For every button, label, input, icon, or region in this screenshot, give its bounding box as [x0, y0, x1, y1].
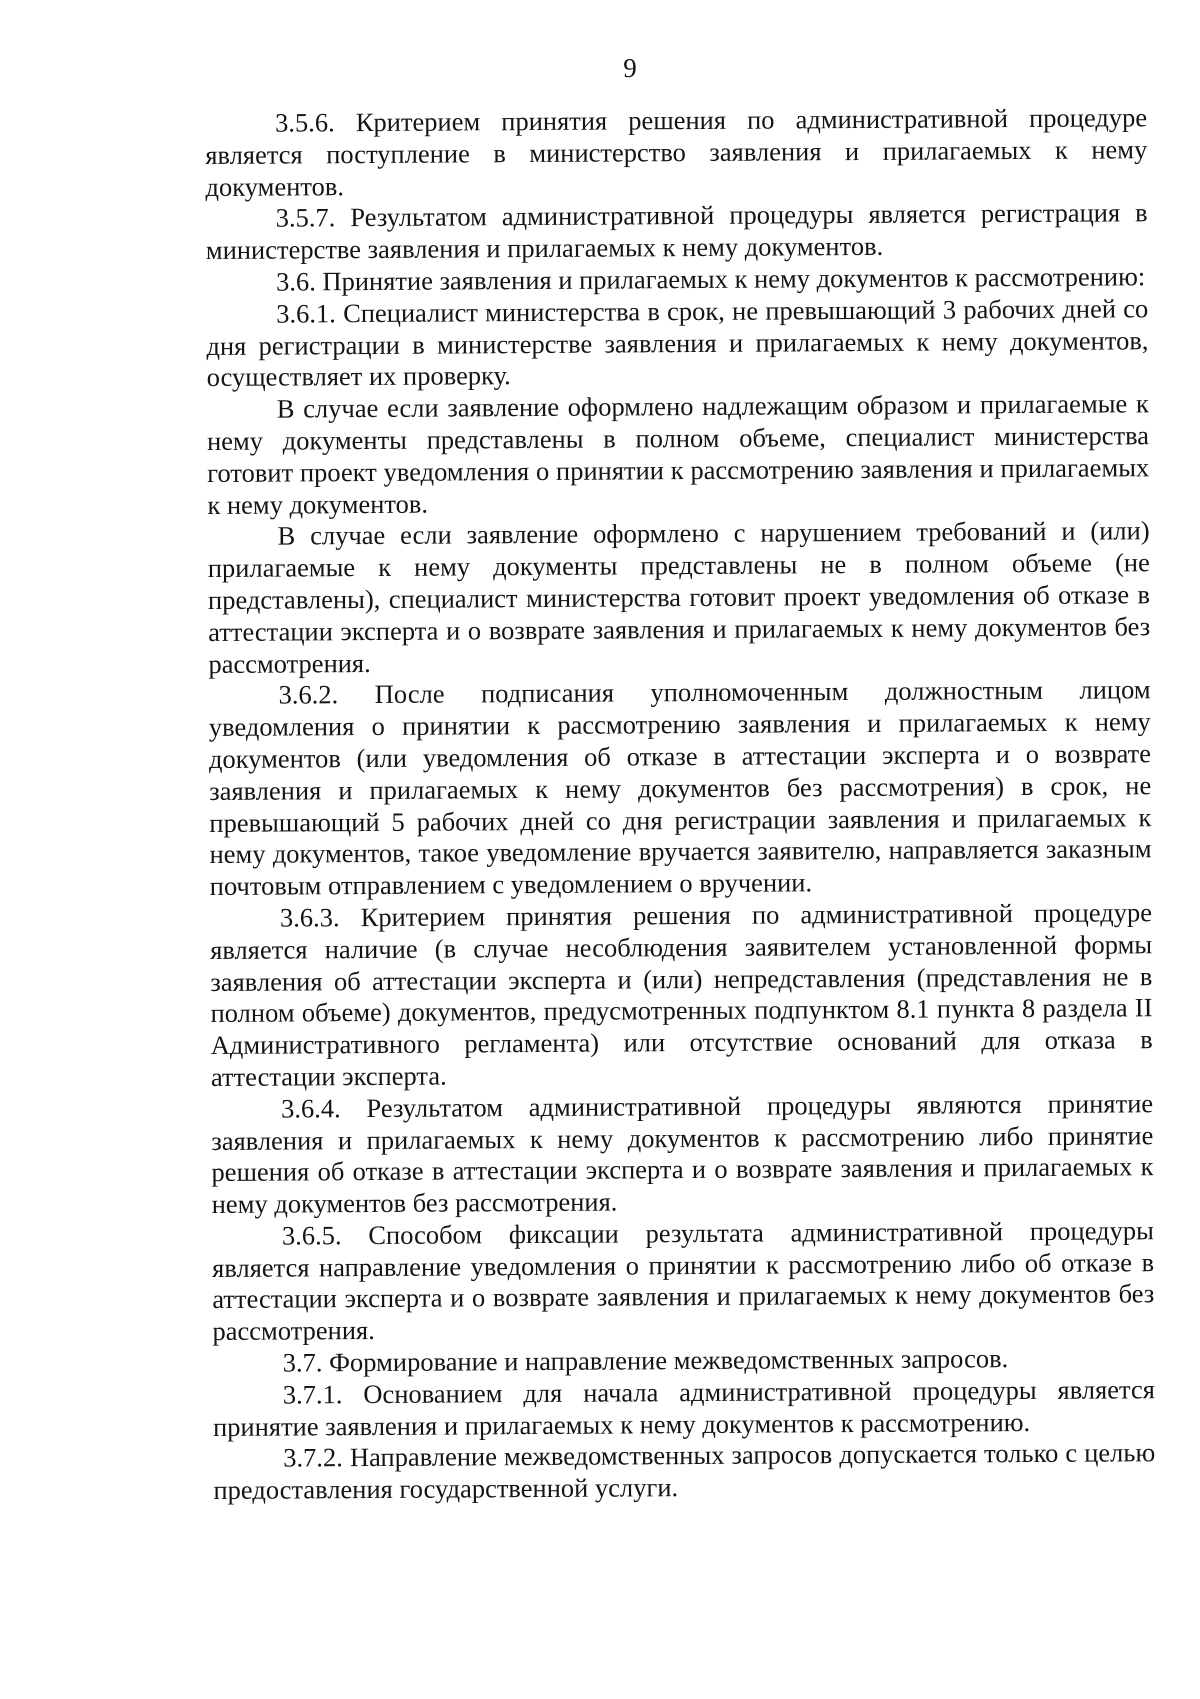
- paragraph-3-7-1: 3.7.1. Основанием для начала административной процедуры является принятие заявления и прилагаемых к нему документов к рассмотрению.: [212, 1374, 1155, 1442]
- paragraph-3-6-4: 3.6.4. Результатом административной процедуры являются принятие заявления и прилагаемых к нему документов к рассмотрению либо принятие решения об отказе в аттестации эксперта и о возврате заявления и прилагаемых к нему документов без рассмотрения.: [211, 1087, 1154, 1220]
- paragraph-3-7-2: 3.7.2. Направление межведомственных запросов допускается только с целью предоставления государственной услуги.: [213, 1437, 1156, 1506]
- paragraph-properly-filed-case: В случае если заявление оформлено надлежащим образом и прилагаемые к нему документы представлены в полном объеме, специалист министерства готовит проект уведомления о принятии к рассмотрению заявления и прилагаемых к нему документов.: [206, 388, 1150, 520]
- paragraph-3-5-7: 3.5.7. Результатом административной процедуры является регистрация в министерстве заявления и прилагаемых к нему документов.: [205, 197, 1148, 266]
- paragraph-violation-case: В случае если заявление оформлено с нарушением требований и (или) прилагаемые к нему документы представлены не в полном объеме (не представлены), специалист министерства готовит проект уведомления об отказе в аттестации эксперта и о возврате заявления и прилагаемых к нему документов без рассмотрения.: [207, 515, 1151, 679]
- paragraph-3-6-1: 3.6.1. Специалист министерства в срок, не превышающий 3 рабочих дней со дня регистрации в министерстве заявления и прилагаемых к нему документов, осуществляет их проверку.: [206, 293, 1149, 393]
- paragraph-3-7: 3.7. Формирование и направление межведомственных запросов.: [282, 1343, 1009, 1378]
- document-body: [205, 102, 1156, 1507]
- paragraph-3-5-6: 3.5.6. Критерием принятия решения по административной процедуре является поступление в министерство заявления и прилагаемых к нему документов.: [205, 102, 1148, 202]
- page-number: 9: [623, 53, 637, 83]
- paragraph-3-6: 3.6. Принятие заявления и прилагаемых к нему документов к рассмотрению:: [275, 261, 1146, 297]
- paragraph-3-6-2: 3.6.2. После подписания уполномоченным должностным лицом уведомления о принятии к рассмотрению заявления и прилагаемых к нему документов (или уведомления об отказе в аттестации эксперта и о возврате заявления и прилагаемых к нему документов без рассмотрения) в срок, не превышающий 5 рабочих дней со дня регистрации заявления и прилагаемых к нему документов, такое уведомление вручается заявителю, направляется заказным почтовым отправлением с уведомлением о вручении.: [208, 674, 1152, 902]
- paragraph-3-6-3: 3.6.3. Критерием принятия решения по административной процедуре является наличие (в случае несоблюдения заявителем установленной формы заявления об аттестации эксперта и (или) непредставления (представления не в полном объеме) документов, предусмотренных подпунктом 8.1 пункта 8 раздела II Административного регламента) или отсутствие оснований для отказа в аттестации эксперта.: [210, 897, 1153, 1092]
- paragraph-3-6-5: 3.6.5. Способом фиксации результата административной процедуры является направление уведомления о принятии к рассмотрению либо об отказе в аттестации эксперта и о возврате заявления и прилагаемых к нему документов без рассмотрения.: [211, 1215, 1155, 1347]
